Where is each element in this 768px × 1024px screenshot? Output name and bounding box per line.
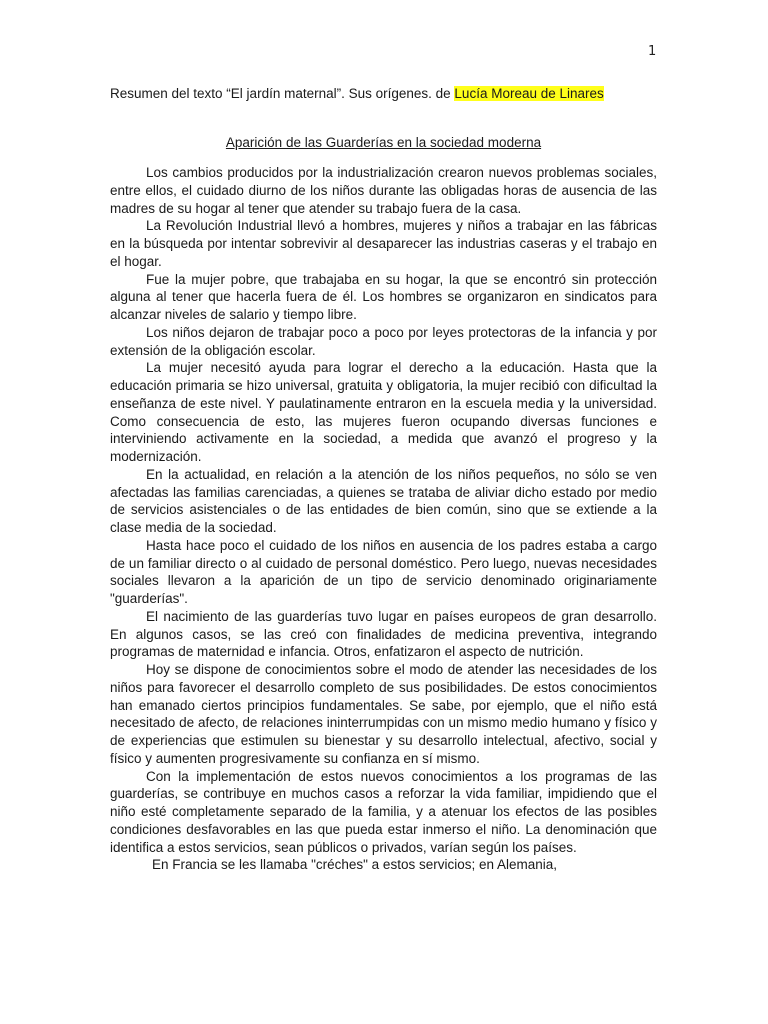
paragraph: Con la implementación de estos nuevos conocimientos a los programas de las guarderías, se contribuye en muchos casos a reforzar la vida familiar, impidiendo que el niño esté completamente separado de la familia, y a atenuar los efectos de las posibles condiciones desfavorables en las que pueda estar inmerso el niño. La denominación que identifica a estos servicios, sean públicos o privados, varían según los países. <box>110 768 657 855</box>
section-title: Aparición de las Guarderías en la sociedad moderna <box>225 135 542 150</box>
paragraph: Los cambios producidos por la industrialización crearon nuevos problemas sociales, entre ellos, el cuidado diurno de los niños durante las obligadas horas de ausencia de las madres de su hogar al tener que atender su trabajo fuera de la casa. <box>110 165 657 216</box>
paragraph: Hoy se dispone de conocimientos sobre el modo de atender las necesidades de los niños para favorecer el desarrollo completo de sus posibilidades. De estos conocimientos han emanado ciertos principios fundamentales. Se sabe, por ejemplo, que el niño está necesitado de afecto, de relaciones ininterrumpidas con un mismo medio humano y físico y de experiencias que estimulen su bienestar y su desarrollo intelectual, afectivo, social y físico y aumenten progresivamente su confianza en sí mismo. <box>110 662 657 766</box>
paragraph: En Francia se les llamaba "créches" a estos servicios; en Alemania, <box>152 857 558 873</box>
author-highlight: Lucía Moreau de Linares <box>454 86 604 101</box>
document-header <box>110 86 640 101</box>
body-text <box>110 164 657 874</box>
page-number: 1 <box>648 44 657 59</box>
paragraph: Fue la mujer pobre, que trabajaba en su hogar, la que se encontró sin protección alguna al tener que hacerla fuera de él. Los hombres se organizaron en sindicatos para alcanzar niveles de salario y tiempo libre. <box>110 271 657 322</box>
paragraph: Los niños dejaron de trabajar poco a poco por leyes protectoras de la infancia y por extensión de la obligación escolar. <box>110 324 657 358</box>
paragraph: Hasta hace poco el cuidado de los niños en ausencia de los padres estaba a cargo de un familiar directo o al cuidado de personal doméstico. Pero luego, nuevas necesidades sociales llevaron a la aparición de un tipo de servicio denominado originariamente "guarderías". <box>110 537 657 606</box>
paragraph: La Revolución Industrial llevó a hombres, mujeres y niños a trabajar en las fábricas en la búsqueda por intentar sobrevivir al desaparecer las industrias caseras y el trabajo en el hogar. <box>110 218 657 269</box>
header-prefix: Resumen del texto “El jardín maternal”. Sus orígenes. de <box>110 86 455 101</box>
paragraph: En la actualidad, en relación a la atención de los niños pequeños, no sólo se ven afectadas las familias carenciadas, a quienes se trataba de aliviar dicho estado por medio de servicios asistenciales o de las entidades de bien común, sino que se extiende a la clase media de la sociedad. <box>110 466 657 535</box>
paragraph: El nacimiento de las guarderías tuvo lugar en países europeos de gran desarrollo. En algunos casos, se las creó con finalidades de medicina preventiva, integrando programas de maternidad e infancia. Otros, enfatizaron el aspecto de nutrición. <box>110 608 657 660</box>
paragraph: La mujer necesitó ayuda para lograr el derecho a la educación. Hasta que la educación primaria se hizo universal, gratuita y obligatoria, la mujer recibió con dificultad la enseñanza de este nivel. Y paulatinamente entraron en la escuela media y la universidad. Como consecuencia de esto, las mujeres fueron ocupando diversas funciones e interviniendo activamente en la sociedad, a medida que avanzó el progreso y la modernización. <box>110 360 657 464</box>
